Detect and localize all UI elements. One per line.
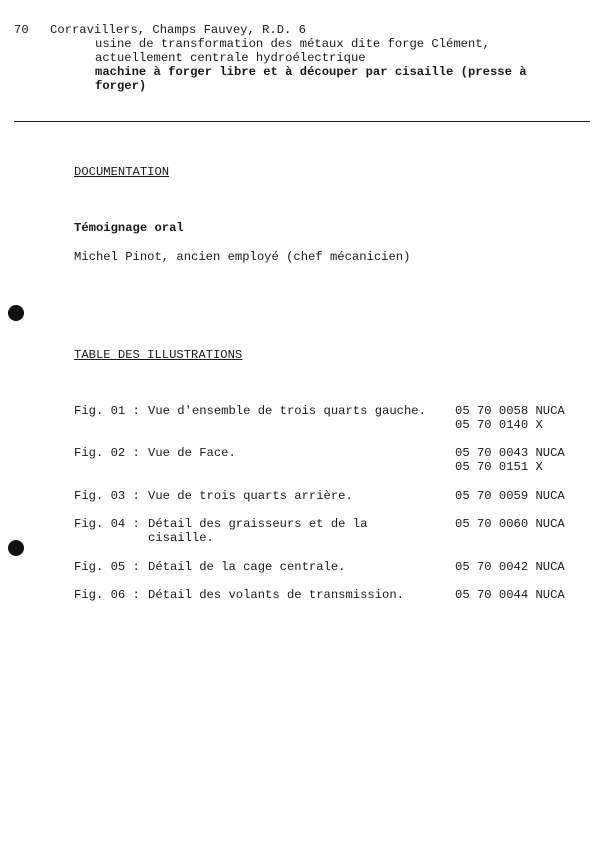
figure-label: Fig. 03 : [74,489,140,503]
figure-refs [455,404,565,432]
figure-entry [74,446,574,476]
header-rule [14,121,590,122]
figure-caption: Détail des volants de transmission. [148,588,404,602]
figure-entry [74,489,574,519]
figure-refs [455,560,565,574]
site-line-1: usine de transformation des métaux dite forge Clément, [95,37,490,51]
figure-refs [455,517,565,531]
figure-ref: 05 70 0060 NUCA [455,517,565,531]
figure-label: Fig. 01 : [74,404,140,418]
figure-entry [74,404,574,434]
figure-caption: Vue d'ensemble de trois quarts gauche. [148,404,426,418]
object-title-line-1: machine à forger libre et à découper par cisaille (presse à [95,65,527,79]
figure-caption: Détail des graisseurs et de la cisaille. [148,517,368,545]
object-title-line-2: forger) [95,79,147,93]
figure-ref: 05 70 0151 X [455,460,543,474]
figure-entry [74,517,574,547]
figure-refs [455,588,565,602]
figure-entry [74,588,574,618]
figure-refs [455,446,565,474]
record-number: 70 [14,23,29,37]
punch-hole-bottom [8,540,24,556]
figure-ref: 05 70 0140 X [455,418,543,432]
punch-hole-top [8,305,24,321]
documentation-heading: DOCUMENTATION [74,165,170,179]
figure-label: Fig. 04 : [74,517,140,531]
figure-ref: 05 70 0043 NUCA [455,446,565,460]
figure-ref: 05 70 0059 NUCA [455,489,565,503]
figure-caption: Vue de trois quarts arrière. [148,489,353,503]
record-place: Corravillers, Champs Fauvey, R.D. 6 [50,23,306,37]
figure-ref: 05 70 0044 NUCA [455,588,565,602]
oral-testimony-heading: Témoignage oral [74,221,184,235]
figure-ref: 05 70 0058 NUCA [455,404,565,418]
figure-label: Fig. 02 : [74,446,140,460]
figure-refs [455,489,565,503]
oral-testimony-text: Michel Pinot, ancien employé (chef mécanicien) [74,250,411,264]
illustrations-heading: TABLE DES ILLUSTRATIONS [74,348,243,362]
figure-caption: Détail de la cage centrale. [148,560,346,574]
figure-caption: Vue de Face. [148,446,236,460]
figure-entry [74,560,574,590]
figure-label: Fig. 05 : [74,560,140,574]
site-line-2: actuellement centrale hydroélectrique [95,51,366,65]
figure-label: Fig. 06 : [74,588,140,602]
figure-ref: 05 70 0042 NUCA [455,560,565,574]
